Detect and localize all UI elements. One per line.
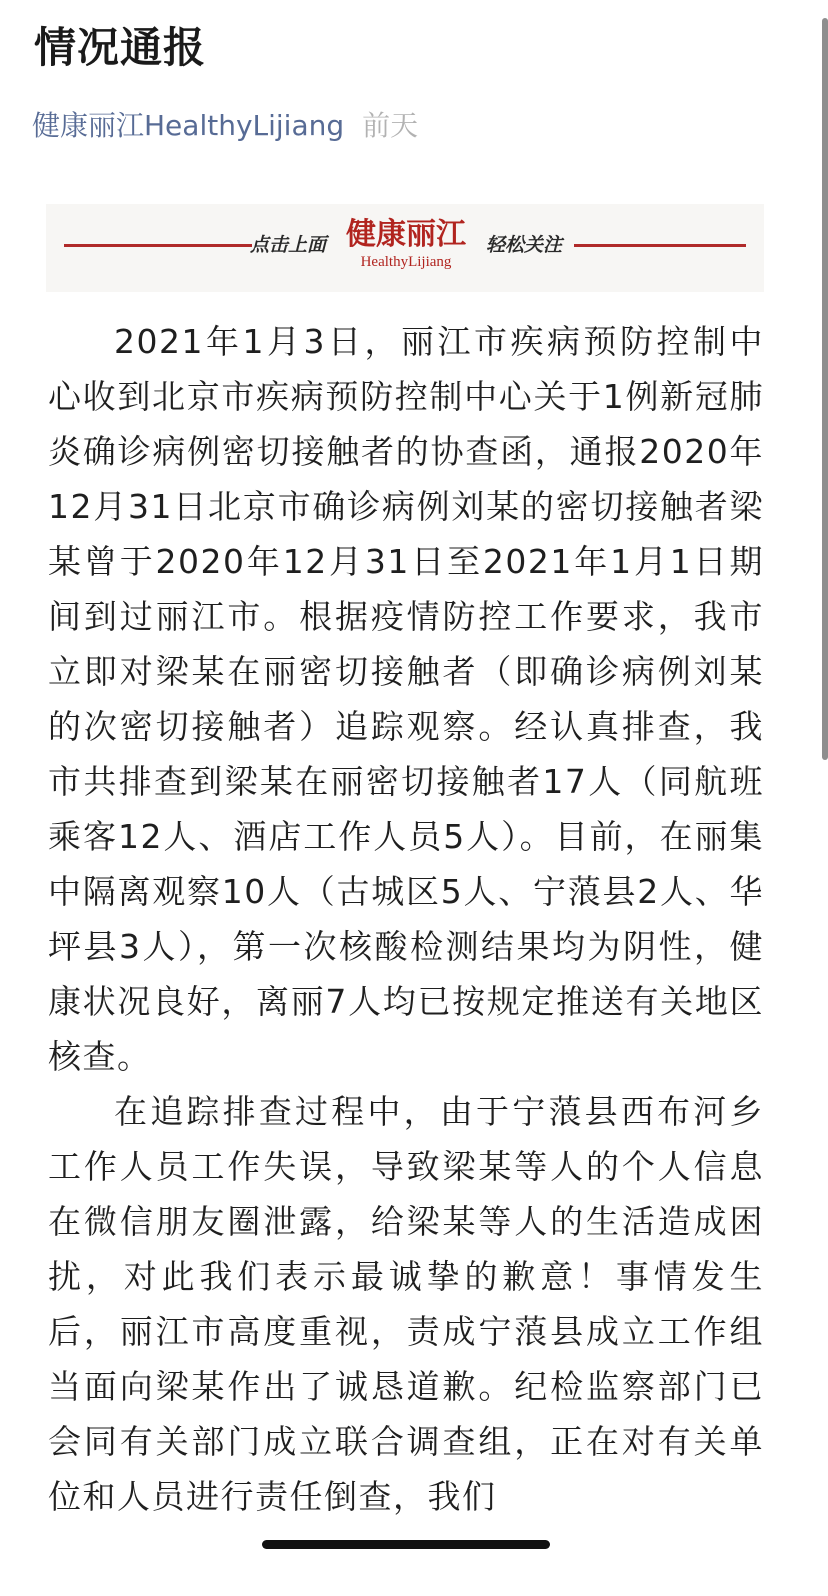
body-paragraph-1: 2021年1月3日，丽江市疾病预防控制中心收到北京市疾病预防控制中心关于1例新冠肺炎确诊病例密切接触者的协查函，通报2020年12月31日北京市确诊病例刘某的密切接触者梁某曾于2020年12月31日至2021年1月1日期间到过丽江市。根据疫情防控工作要求，我市立即对梁某在丽密切接触者（即确诊病例刘某的次密切接触者）追踪观察。经认真排查，我市共排查到梁某在丽密切接触者17人（同航班乘客12人、酒店工作人员5人）。目前，在丽集中隔离观察10人（古城区5人、宁蒗县2人、华坪县3人），第一次核酸检测结果均为阴性，健康状况良好，离丽7人均已按规定推送有关地区核查。 <box>48 322 764 1076</box>
banner-brand-english: HealthyLijiang <box>360 254 452 270</box>
follow-banner[interactable] <box>46 204 764 292</box>
banner-brand-logo: 健康丽江 <box>346 217 466 252</box>
publish-time: 前天 <box>362 109 419 142</box>
banner-left-text: 点击上面 <box>250 234 327 256</box>
article-title: 情况通报 <box>34 23 207 72</box>
scrollbar-thumb[interactable] <box>822 18 828 760</box>
banner-rule-right <box>574 244 746 247</box>
article-meta <box>32 104 418 148</box>
home-indicator[interactable] <box>262 1540 550 1549</box>
banner-rule-left <box>64 244 252 247</box>
body-paragraph-2: 在追踪排查过程中，由于宁蒗县西布河乡工作人员工作失误，导致梁某等人的个人信息在微信朋友圈泄露，给梁某等人的生活造成困扰，对此我们表示最诚挚的歉意！事情发生后，丽江市高度重视，责成宁蒗县成立工作组当面向梁某作出了诚恳道歉。纪检监察部门已会同有关部门成立联合调查组，正在对有关单位和人员进行责任倒查，我们 <box>48 1092 764 1516</box>
account-name-link[interactable]: 健康丽江HealthyLijiang <box>32 109 345 142</box>
article-body <box>48 314 764 1524</box>
banner-right-text: 轻松关注 <box>486 234 563 256</box>
